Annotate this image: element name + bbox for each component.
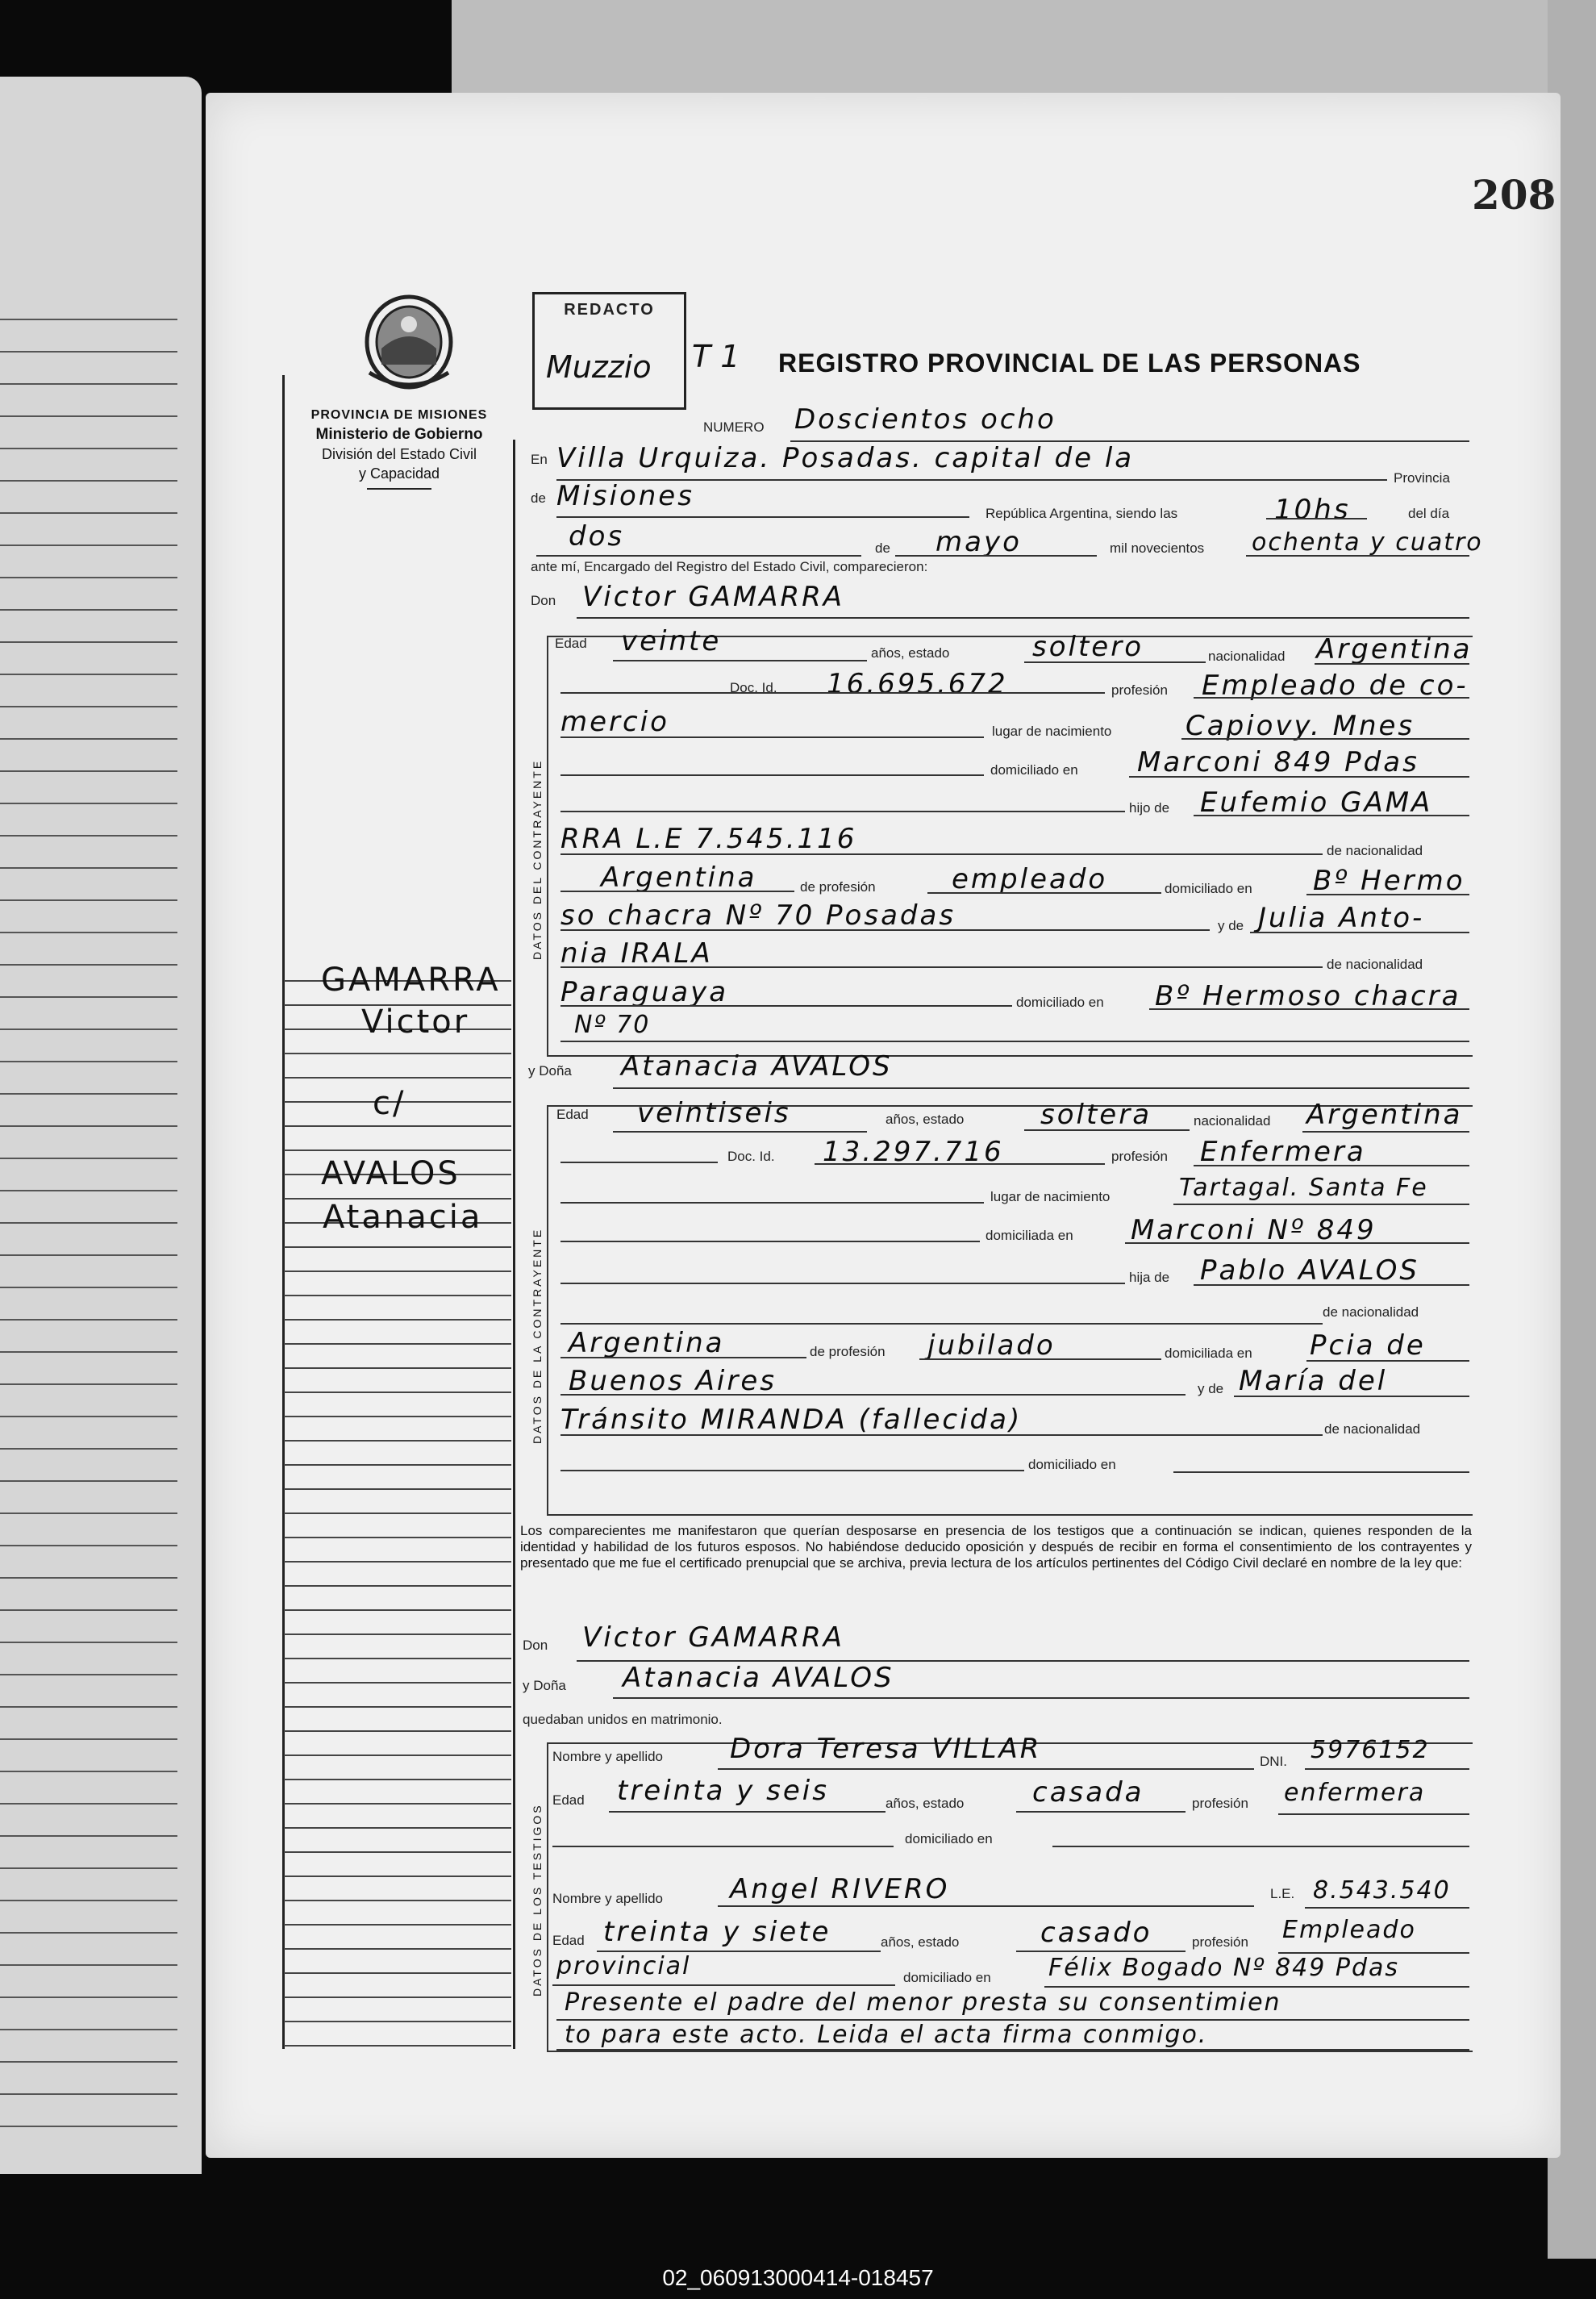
ruled-line (0, 1287, 177, 1288)
underline (1306, 894, 1469, 895)
ruled-line (0, 319, 177, 320)
redacto-box (532, 292, 686, 410)
underline (560, 1283, 1125, 1284)
underline (895, 555, 1097, 557)
underline (1306, 1360, 1469, 1362)
margin-ruled-line (284, 1803, 511, 1805)
groom-father-doc: RRA L.E 7.545.116 (560, 823, 857, 855)
margin-ruled-line (284, 1682, 511, 1684)
ruled-line (0, 1964, 177, 1966)
margin-ruled-line (284, 1972, 511, 1974)
underline (1044, 1986, 1469, 1988)
ruled-line (0, 803, 177, 804)
union-bride: Atanacia AVALOS (623, 1662, 894, 1694)
margin-ruled-line (284, 1585, 511, 1587)
republica-label: República Argentina, siendo las (986, 506, 1178, 521)
ruled-line (0, 383, 177, 385)
margin-ruled-line (284, 1996, 511, 1998)
margin-ruled-line (284, 1634, 511, 1635)
underline (1302, 1131, 1469, 1133)
bride-birthplace: Tartagal. Santa Fe (1179, 1174, 1428, 1202)
underline (560, 891, 794, 892)
bride-name: Atanacia AVALOS (621, 1050, 893, 1083)
ruled-line (0, 1351, 177, 1353)
ruled-line (0, 2029, 177, 2030)
ruled-line (0, 1158, 177, 1159)
profesion-label: profesión (1111, 1149, 1168, 1164)
left-facing-page (0, 77, 202, 2174)
tomo-mark: T 1 (692, 339, 740, 374)
underline (560, 1041, 1469, 1042)
underline (1194, 1284, 1469, 1286)
underline (1194, 1165, 1469, 1166)
bride-status: soltera (1040, 1099, 1152, 1131)
edad-label: Edad (556, 1107, 589, 1122)
margin-ruled-line (284, 1537, 511, 1538)
groom-mother-address-cont: Nº 70 (574, 1011, 651, 1039)
don-label: Don (531, 593, 556, 608)
margin-note-line: GAMARRA (321, 962, 501, 999)
underline (1250, 932, 1469, 933)
underline (815, 1163, 1105, 1165)
margin-ruled-line (284, 1851, 511, 1853)
ruled-line (0, 1416, 177, 1417)
ruled-line (0, 2093, 177, 2095)
estado-label: años, estado (886, 1112, 965, 1127)
underline (1278, 1813, 1469, 1815)
ruled-line (0, 1222, 177, 1224)
ministry-name: Ministerio de Gobierno (315, 426, 483, 443)
del-dia-label: del día (1408, 506, 1450, 521)
y-dona-label: y Doña (523, 1678, 566, 1693)
underline (560, 736, 984, 738)
underline (1234, 1396, 1469, 1397)
underline (613, 1697, 1469, 1699)
nac-label: de nacionalidad (1323, 1304, 1419, 1320)
underline (560, 1434, 1323, 1436)
margin-ruled-line (284, 2021, 511, 2022)
underline (556, 2049, 1469, 2051)
margin-ruled-line (284, 1658, 511, 1659)
issuing-office (282, 406, 516, 490)
ruled-line (0, 1448, 177, 1450)
groom-mother-cont: nia IRALA (560, 937, 713, 970)
groom-profession: Empleado de co- (1202, 670, 1469, 702)
ruled-line (0, 641, 177, 643)
underline (790, 692, 1105, 694)
profesion-label: profesión (1192, 1934, 1248, 1950)
margin-ruled-line (284, 1392, 511, 1393)
bride-father-profession: jubilado (927, 1329, 1056, 1362)
margin-ruled-line (284, 1609, 511, 1611)
underline (613, 660, 867, 661)
en-label: En (531, 452, 548, 467)
section-label-testigos: DATOS DE LOS TESTIGOS (531, 1803, 544, 1996)
ruled-line (0, 1190, 177, 1191)
ruled-line (0, 835, 177, 837)
groom-status: soltero (1032, 631, 1144, 663)
margin-ruled-line (284, 1948, 511, 1950)
ruled-line (0, 2061, 177, 2063)
underline (1024, 1129, 1190, 1131)
groom-nationality: Argentina (1316, 633, 1473, 666)
margin-ruled-line (284, 1924, 511, 1926)
underline (560, 1005, 1012, 1007)
margin-ruled-line (284, 1125, 511, 1127)
domicilio-label: domiciliada en (986, 1228, 1073, 1243)
underline (1246, 555, 1469, 557)
underline (927, 892, 1161, 894)
margin-ruled-line (284, 1779, 511, 1780)
declaration-text: Los comparecientes me manifestaron que querían desposarse en presencia de los testigos que a continuación se indican, quienes responden de la identidad y habilidad de los futuros esposos. No habiéndose deducido oposición y después de recibir en forma el consentimiento de los contrayentes y presentado que me fue el certificado prenupcial que se archiva, previa lectura de los artículos pertinentes del Código Civil declaré en nombre de la ley que: (520, 1523, 1472, 1571)
margin-ruled-line (284, 1876, 511, 1877)
ruled-line (0, 2126, 177, 2127)
ruled-line (0, 1996, 177, 1998)
desk-background (452, 0, 1596, 97)
underline (560, 1470, 1024, 1471)
underline (552, 1846, 894, 1847)
margin-ruled-line (284, 2045, 511, 2047)
margin-ruled-line (284, 1343, 511, 1345)
ruled-line (0, 1028, 177, 1030)
bride-doc: 13.297.716 (823, 1136, 1004, 1168)
ruled-line (0, 1577, 177, 1579)
lugar-label: lugar de nacimiento (992, 724, 1112, 739)
ruled-line (0, 1900, 177, 1901)
margin-ruled-line (284, 1488, 511, 1490)
ruled-line (0, 577, 177, 578)
groom-age: veinte (621, 625, 722, 657)
le-label: L.E. (1270, 1886, 1295, 1901)
groom-father-nationality: Argentina (601, 862, 757, 894)
bride-mother-cont: Tránsito MIRANDA (fallecida) (560, 1404, 1023, 1436)
groom-profession-cont: mercio (560, 706, 669, 738)
underline (560, 1323, 1323, 1325)
ruled-line (0, 1254, 177, 1256)
document-title: REGISTRO PROVINCIAL DE LAS PERSONAS (778, 348, 1361, 378)
margin-ruled-line (284, 1561, 511, 1563)
witness-1-doc: 5976152 (1311, 1736, 1430, 1764)
witness-1-profession: enfermera (1284, 1779, 1426, 1807)
ruled-line (0, 1706, 177, 1708)
witness-1-status: casada (1032, 1776, 1144, 1809)
header-divider (367, 488, 431, 490)
bride-nationality: Argentina (1306, 1099, 1463, 1131)
ruled-line (0, 480, 177, 482)
witness-2-doc: 8.543.540 (1313, 1876, 1451, 1905)
union-groom: Victor GAMARRA (582, 1621, 845, 1654)
ruled-line (0, 1738, 177, 1740)
dom-label: domiciliado en (905, 1831, 993, 1846)
de-label: de (531, 490, 546, 506)
bride-age: veintiseis (637, 1097, 791, 1129)
ruled-line (0, 1771, 177, 1772)
groom-mother-address: Bº Hermoso chacra (1155, 980, 1461, 1012)
underline (613, 1131, 867, 1133)
ruled-line (0, 544, 177, 546)
underline (1024, 661, 1206, 663)
underline (1181, 738, 1469, 740)
witness-2-age: treinta y siete (603, 1916, 831, 1948)
ruled-line (0, 1383, 177, 1385)
doc-label: Doc. Id. (730, 680, 777, 695)
groom-father-address: Bº Hermo (1313, 865, 1465, 897)
underline (1016, 1811, 1186, 1813)
ruled-line (0, 738, 177, 740)
groom-father: Eufemio GAMA (1200, 786, 1433, 819)
division-line-1: División del Estado Civil (321, 446, 477, 462)
margin-ruled-line (284, 1319, 511, 1321)
margin-ruled-line (284, 1416, 511, 1417)
bride-father: Pablo AVALOS (1200, 1254, 1419, 1287)
groom-father-profession: empleado (952, 863, 1108, 895)
margin-ruled-line (284, 1706, 511, 1708)
underline (718, 1905, 1254, 1907)
province-name: PROVINCIA DE MISIONES (310, 408, 488, 422)
margin-ruled-line (284, 1270, 511, 1272)
edad-label: Edad (552, 1792, 585, 1808)
lugar-label: lugar de nacimiento (990, 1189, 1111, 1204)
underline (560, 853, 1323, 855)
ruled-line (0, 1642, 177, 1643)
groom-address: Marconi 849 Pdas (1137, 746, 1419, 778)
groom-doc: 16.695.672 (827, 668, 1008, 700)
witness-1-name: Dora Teresa VILLAR (730, 1733, 1042, 1765)
underline (1305, 1768, 1469, 1770)
doc-label: Doc. Id. (727, 1149, 775, 1164)
dom-label: domiciliada en (1165, 1346, 1252, 1361)
margin-border-right (513, 440, 515, 2049)
margin-ruled-line (284, 1246, 511, 1248)
underline (560, 1394, 1186, 1396)
underline (577, 617, 1469, 619)
ruled-line (0, 1835, 177, 1837)
dom-label: domiciliado en (1165, 881, 1252, 896)
redacto-label: REDACTO (564, 301, 655, 319)
provincia-label: Provincia (1394, 470, 1450, 486)
margin-ruled-line (284, 1295, 511, 1296)
margin-ruled-line (284, 1440, 511, 1442)
act-number: Doscientos ocho (794, 403, 1056, 436)
prof-label: de profesión (810, 1344, 886, 1359)
underline (552, 1984, 895, 1986)
underline (609, 1811, 886, 1813)
groom-name: Victor GAMARRA (582, 581, 845, 613)
prof-label: de profesión (800, 879, 876, 895)
act-province: Misiones (556, 480, 694, 512)
ruled-line (0, 1545, 177, 1546)
nac-label: de nacionalidad (1327, 843, 1423, 858)
underline (560, 774, 984, 776)
margin-note-line: AVALOS (321, 1155, 460, 1192)
margin-note-line: c/ (373, 1085, 406, 1122)
ruled-line (0, 899, 177, 901)
underline (1125, 1242, 1469, 1244)
margin-note-line: Atanacia (323, 1199, 483, 1236)
estado-label: años, estado (881, 1934, 960, 1950)
underline (1052, 1846, 1469, 1847)
bride-address: Marconi Nº 849 (1131, 1214, 1377, 1246)
ruled-line (0, 1319, 177, 1321)
ruled-line (0, 1480, 177, 1482)
nac-label: de nacionalidad (1327, 957, 1423, 972)
y-dona-label: y Doña (528, 1063, 572, 1079)
de-label: de (875, 540, 890, 556)
note-line-1: Presente el padre del menor presta su consentimien (565, 1988, 1281, 2017)
ruled-line (0, 1061, 177, 1062)
act-hour: 10hs (1274, 494, 1351, 526)
underline (1194, 697, 1469, 699)
underline (1016, 1951, 1186, 1952)
domicilio-label: domiciliado en (990, 762, 1078, 778)
underline (1305, 1907, 1469, 1909)
ruled-line (0, 1512, 177, 1514)
provincial-seal-icon (361, 292, 456, 395)
bride-profession: Enfermera (1200, 1136, 1366, 1168)
bride-father-address: Pcia de (1310, 1329, 1426, 1362)
profesion-label: profesión (1192, 1796, 1248, 1811)
ruled-line (0, 1093, 177, 1095)
underline (1173, 1471, 1469, 1473)
ruled-line (0, 351, 177, 353)
ruled-line (0, 1609, 177, 1611)
estado-label: años, estado (886, 1796, 965, 1811)
underline (919, 1358, 1161, 1360)
section-label-contrayente: DATOS DEL CONTRAYENTE (531, 758, 544, 960)
margin-ruled-line (284, 1367, 511, 1369)
dom-label: domiciliado en (1016, 995, 1104, 1010)
underline (560, 1357, 806, 1358)
margin-ruled-line (284, 1464, 511, 1466)
margin-ruled-line (284, 1754, 511, 1756)
witness-1-age: treinta y seis (617, 1775, 829, 1807)
nac-label: de nacionalidad (1324, 1421, 1421, 1437)
bride-mother: María del (1239, 1365, 1388, 1397)
ruled-line (0, 706, 177, 707)
margin-ruled-line (284, 1512, 511, 1514)
margin-ruled-line (284, 1827, 511, 1829)
nombre-label: Nombre y apellido (552, 1891, 664, 1906)
y-de-label: y de (1218, 918, 1244, 933)
underline (1149, 1008, 1469, 1010)
y-de-label: y de (1198, 1381, 1224, 1396)
underline (560, 929, 1210, 931)
ruled-line (0, 932, 177, 933)
ruled-line (0, 1867, 177, 1869)
underline (536, 555, 861, 557)
margin-note-line: Victor (361, 1003, 470, 1041)
act-year: ochenta y cuatro (1252, 528, 1483, 557)
margin-ruled-line (284, 1053, 511, 1054)
margin-ruled-line (284, 1150, 511, 1151)
nacionalidad-label: nacionalidad (1208, 649, 1286, 664)
underline (560, 811, 1125, 812)
ruled-line (0, 770, 177, 772)
underline (613, 1087, 1469, 1089)
underline (1266, 518, 1367, 519)
ruled-line (0, 1674, 177, 1675)
underline (718, 1768, 1254, 1770)
underline (560, 1162, 718, 1163)
ruled-line (0, 448, 177, 449)
ruled-line (0, 609, 177, 611)
bride-father-address-cont: Buenos Aires (569, 1365, 777, 1397)
dni-label: DNI. (1260, 1754, 1287, 1769)
ruled-line (0, 415, 177, 417)
don-label: Don (523, 1638, 548, 1653)
underline (556, 516, 969, 518)
nacionalidad-label: nacionalidad (1194, 1113, 1271, 1129)
ruled-line (0, 964, 177, 966)
footer-id: 02_060913000414-018457 (662, 2265, 934, 2290)
profesion-label: profesión (1111, 682, 1168, 698)
footer-strip (0, 2259, 1596, 2299)
underline (560, 1202, 984, 1204)
ruled-line (0, 1932, 177, 1934)
margin-border-left (282, 375, 285, 2049)
dom-label: domiciliado en (1028, 1457, 1116, 1472)
underline (1315, 663, 1469, 665)
ante-label: ante mí, Encargado del Registro del Estado Civil, comparecieron: (531, 559, 928, 574)
act-day: dos (569, 520, 625, 553)
ruled-line (0, 674, 177, 675)
ruled-line (0, 512, 177, 514)
nombre-label: Nombre y apellido (552, 1749, 664, 1764)
hija-label: hija de (1129, 1270, 1170, 1285)
redacto-value: Muzzio (546, 349, 652, 385)
hijo-label: hijo de (1129, 800, 1170, 816)
underline (560, 1241, 980, 1242)
underline (1173, 1204, 1469, 1205)
ruled-line (0, 996, 177, 998)
groom-birthplace: Capiovy. Mnes (1186, 710, 1415, 742)
ruled-line (0, 1803, 177, 1805)
edad-label: Edad (555, 636, 587, 651)
underline (560, 966, 1323, 968)
groom-father-address-cont: so chacra Nº 70 Posadas (560, 899, 956, 932)
numero-label: NUMERO (703, 419, 765, 435)
ruled-line (0, 1125, 177, 1127)
margin-ruled-line (284, 1077, 511, 1079)
estado-label: años, estado (871, 645, 950, 661)
margin-ruled-line (284, 1730, 511, 1732)
division-line-2: y Capacidad (358, 465, 440, 482)
note-line-2: to para este acto. Leida el acta firma conmigo. (565, 2021, 1208, 2049)
edad-label: Edad (552, 1933, 585, 1948)
witness-2-profession: Empleado (1282, 1916, 1416, 1944)
groom-mother-nationality: Paraguaya (560, 976, 729, 1008)
quedaban-label: quedaban unidos en matrimonio. (523, 1712, 723, 1727)
section-label-contrayenta: DATOS DE LA CONTRAYENTE (531, 1227, 544, 1444)
witness-2-status: casado (1040, 1917, 1152, 1949)
dom-label: domiciliado en (903, 1970, 991, 1985)
witness-2-profession-cont: provincial (556, 1952, 691, 1980)
witness-2-address: Félix Bogado Nº 849 Pdas (1048, 1954, 1400, 1982)
act-place: Villa Urquiza. Posadas. capital de la (556, 442, 1135, 474)
witness-2-name: Angel RIVERO (730, 1873, 950, 1905)
underline (1129, 776, 1469, 778)
underline (1194, 815, 1469, 816)
act-month: mayo (936, 526, 1022, 558)
page-number: 208 (1472, 171, 1556, 219)
ruled-line (0, 867, 177, 869)
margin-ruled-line (284, 1900, 511, 1901)
bride-father-nationality: Argentina (569, 1327, 725, 1359)
mil-label: mil novecientos (1110, 540, 1205, 556)
groom-mother: Julia Anto- (1258, 902, 1425, 934)
